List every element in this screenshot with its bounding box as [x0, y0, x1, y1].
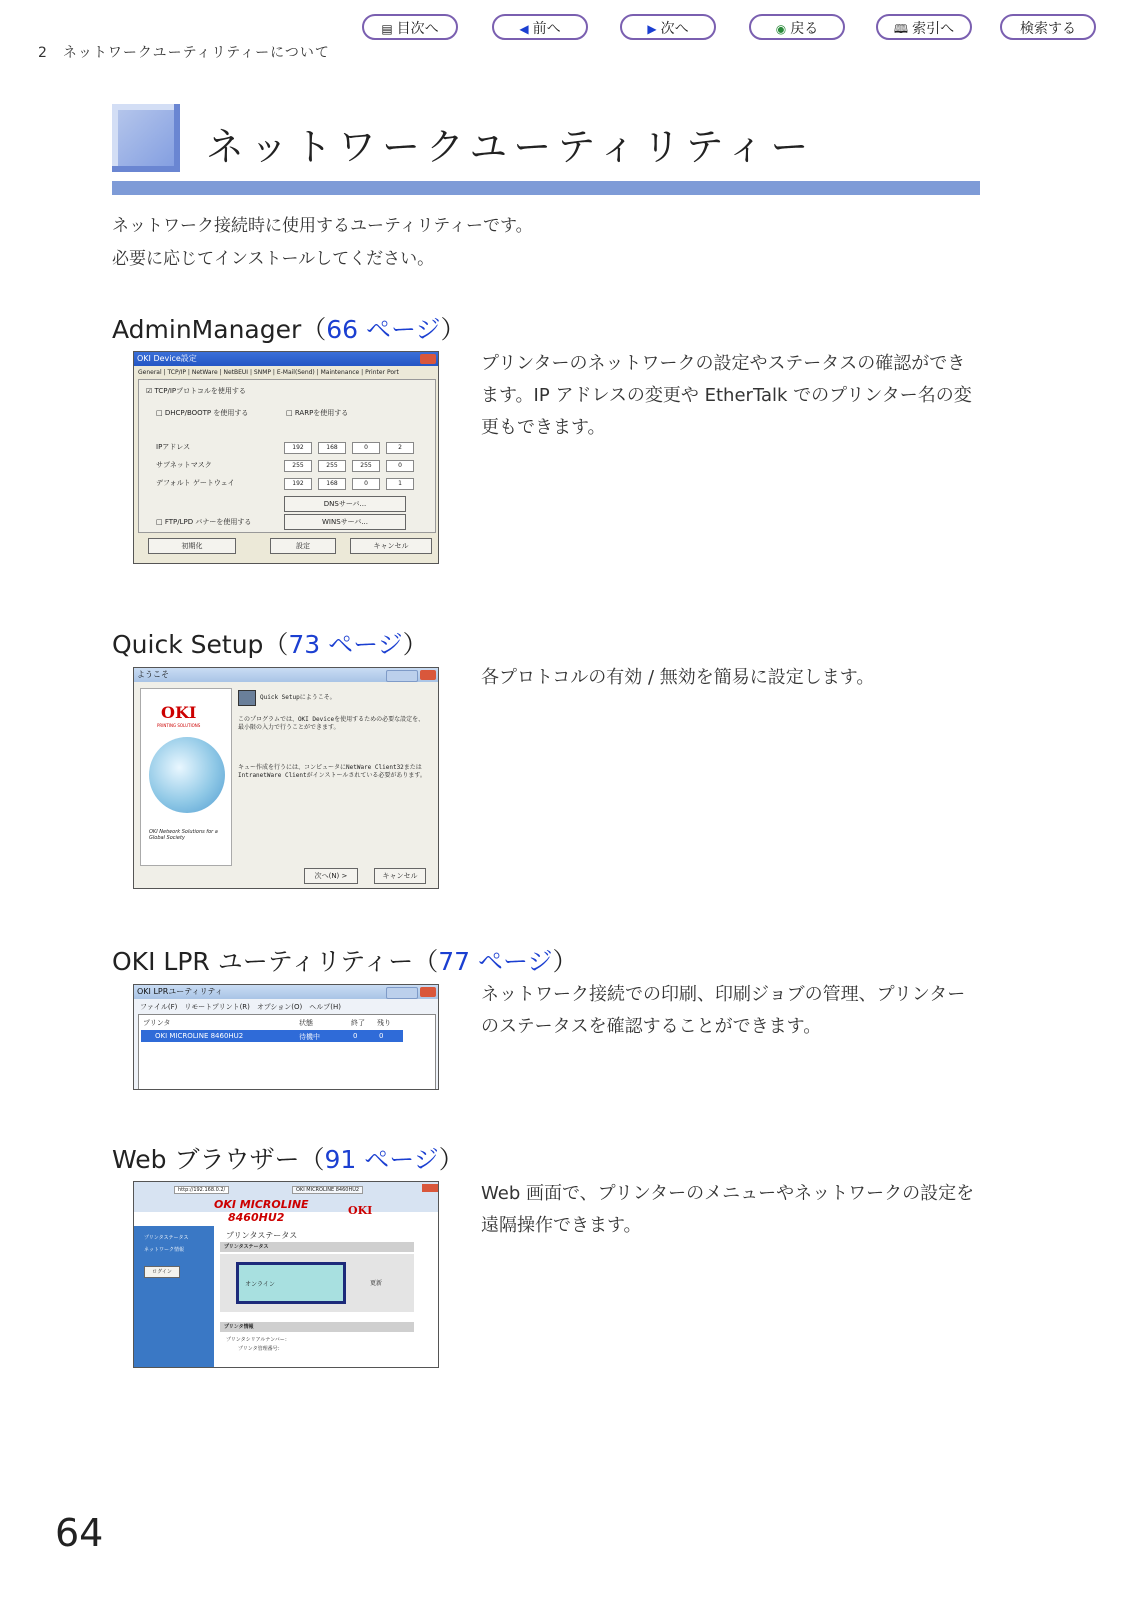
back-button[interactable]: [749, 14, 845, 40]
oki-logo: OKI: [161, 703, 197, 722]
printer-status: 待機中: [299, 1033, 320, 1041]
heading-text: Quick Setup（: [112, 630, 289, 659]
section-bar: [220, 1322, 414, 1332]
adminmanager-screenshot: [133, 351, 439, 564]
intro-line-2: 必要に応じてインストールしてください。: [112, 249, 435, 269]
tab-strip: General | TCP/IP | NetWare | NetBEUI | SNMP | E-Mail(Send) | Maintenance | Printer Port: [138, 369, 399, 376]
back-label: 戻る: [790, 21, 819, 37]
column-header: 残り: [377, 1019, 391, 1027]
book-icon: 🕮: [893, 22, 909, 36]
close-icon: [420, 354, 436, 364]
window-controls-icon: [386, 670, 418, 682]
next-button: 次へ(N) >: [304, 868, 358, 884]
cancel-button: キャンセル: [350, 538, 432, 554]
page-link[interactable]: 77 ページ: [438, 947, 553, 976]
document-icon: ▤: [381, 22, 393, 36]
ip-octet: 0: [352, 442, 380, 454]
page-link[interactable]: 66 ページ: [326, 315, 441, 344]
table-row: [141, 1030, 403, 1042]
oki-logo: OKI: [348, 1204, 373, 1217]
window-title: ようこそ: [137, 670, 169, 679]
breadcrumb: 2 ネットワークユーティリティーについて: [38, 45, 330, 61]
jobs-done: 0: [353, 1032, 358, 1040]
window-titlebar: [134, 985, 438, 999]
jobs-remaining: 0: [379, 1032, 384, 1040]
window-title: OKI Device設定: [137, 354, 197, 363]
online-text: オンライン: [245, 1281, 275, 1288]
web-sidebar: [134, 1226, 214, 1368]
status-panel: [220, 1254, 414, 1312]
mask-label: サブネットマスク: [156, 461, 212, 469]
page-title: ネットワークユーティリティー: [206, 125, 815, 169]
cancel-button: キャンセル: [374, 868, 426, 884]
tagline: OKI Network Solutions for a Global Society: [149, 829, 218, 841]
section-desc-quicksetup: 各プロトコルの有効 / 無効を簡易に設定します。: [481, 667, 875, 688]
printer-name: OKI MICROLINE 8460HU2: [155, 1032, 244, 1040]
toc-label: 目次へ: [396, 21, 439, 37]
printer-list: [138, 1014, 436, 1090]
column-header: 状態: [299, 1019, 313, 1027]
gw-label: デフォルト ゲートウェイ: [156, 479, 235, 487]
asset-label: プリンタ管理番号：: [238, 1346, 283, 1352]
web-screenshot: [133, 1181, 439, 1368]
heading-text: Web ブラウザー（: [112, 1145, 325, 1174]
search-label: 検索する: [1020, 21, 1076, 37]
requirement-paragraph: キュー作成を行うには、コンピュータにNetWare Client32またはIntranetWare Clientがインストールされている必要があります。: [238, 764, 426, 779]
mask-octet: 255: [352, 460, 380, 472]
toc-button[interactable]: [362, 14, 458, 40]
rarp-checkbox: □ RARPを使用する: [286, 409, 349, 417]
globe-graphic: [149, 737, 225, 813]
prev-label: 前へ: [532, 21, 561, 37]
back-circle-icon: ◉: [775, 22, 787, 36]
online-indicator: [236, 1262, 346, 1304]
section-heading-lpr: [112, 942, 578, 978]
ftp-checkbox: □ FTP/LPD バナーを使用する: [156, 518, 252, 526]
window-titlebar: [134, 668, 438, 682]
search-button[interactable]: [1000, 14, 1096, 40]
close-icon: [422, 1184, 438, 1192]
next-label: 次へ: [660, 21, 689, 37]
ip-label: IPアドレス: [156, 443, 191, 451]
init-button: 初期化: [148, 538, 236, 554]
section-heading-quicksetup: [112, 625, 428, 661]
section-desc-adminmanager: プリンターのネットワークの設定やステータスの確認ができます。IP アドレスの変更や EtherTalk でのプリンター名の変更もできます。: [481, 353, 972, 438]
gw-octet: 168: [318, 478, 346, 490]
page-number: 64: [55, 1511, 104, 1555]
window-controls-icon: [386, 987, 418, 999]
set-button: 設定: [270, 538, 336, 554]
window-titlebar: [134, 352, 438, 366]
sidebar-item-network: ネットワーク情報: [144, 1247, 185, 1253]
model-name: OKI MICROLINE: [214, 1198, 309, 1211]
heading-close: ）: [438, 1145, 464, 1174]
page-link[interactable]: 91 ページ: [324, 1145, 439, 1174]
menu-bar: ファイル(F) リモートプリント(R) オプション(O) ヘルプ(H): [140, 1003, 341, 1011]
section-bar-label: プリンタ情報: [224, 1324, 254, 1330]
ip-octet: 192: [284, 442, 312, 454]
quicksetup-screenshot: [133, 667, 439, 889]
heading-close: ）: [402, 630, 428, 659]
ip-octet: 2: [386, 442, 414, 454]
tcpip-checkbox: ☑ TCP/IPプロトコルを使用する: [146, 387, 246, 395]
index-label: 索引へ: [912, 21, 955, 37]
browser-tab: OKI MICROLINE 8460HU2: [292, 1186, 363, 1194]
serial-label: プリンタシリアルナンバー：: [226, 1337, 290, 1343]
mask-octet: 255: [318, 460, 346, 472]
section-desc-lpr: ネットワーク接続での印刷、印刷ジョブの管理、プリンターのステータスを確認することができます。: [481, 984, 966, 1037]
close-icon: [420, 987, 436, 997]
heading-text: OKI LPR ユーティリティー（: [112, 947, 439, 976]
model-number: 8460HU2: [228, 1211, 285, 1224]
intro-line-1: ネットワーク接続時に使用するユーティリティーです。: [112, 216, 533, 236]
lpr-screenshot: [133, 984, 439, 1090]
close-icon: [420, 670, 436, 680]
gw-octet: 0: [352, 478, 380, 490]
refresh-button: 更新: [370, 1280, 383, 1287]
title-rule: [112, 181, 980, 195]
login-button: ログイン: [144, 1266, 180, 1278]
wins-button: WINSサーバ...: [284, 514, 406, 530]
wizard-side-panel: [140, 688, 232, 866]
arrow-right-icon: ▶: [647, 22, 657, 36]
prev-button[interactable]: [492, 14, 588, 40]
next-button[interactable]: [620, 14, 716, 40]
logo-subtitle: PRINTING SOLUTIONS: [157, 723, 201, 728]
mask-octet: 255: [284, 460, 312, 472]
gw-octet: 1: [386, 478, 414, 490]
page-link[interactable]: 73 ページ: [288, 630, 403, 659]
dns-button: DNSサーバ...: [284, 496, 406, 512]
mask-octet: 0: [386, 460, 414, 472]
ip-octet: 168: [318, 442, 346, 454]
index-button[interactable]: [876, 14, 972, 40]
printer-icon: [238, 690, 256, 706]
window-title: OKI LPRユーティリティ: [137, 987, 223, 996]
sidebar-item-status: プリンタステータス: [144, 1235, 189, 1241]
section-heading-adminmanager: [112, 310, 466, 346]
intro-paragraph: このプログラムでは、OKI Deviceを使用するための必要な設定を、最小限の入力で行うことができます。: [238, 716, 425, 731]
address-bar: http://192.168.0.2/: [174, 1186, 229, 1194]
column-header: 終了: [351, 1019, 365, 1027]
welcome-text: Quick Setupにようこそ。: [260, 694, 336, 701]
section-desc-web: Web 画面で、プリンターのメニューやネットワークの設定を遠隔操作できます。: [481, 1183, 975, 1236]
section-bar: [220, 1242, 414, 1252]
arrow-left-icon: ◀: [519, 22, 529, 36]
web-heading: プリンタステータス: [226, 1231, 298, 1240]
heading-close: ）: [552, 947, 578, 976]
title-decoration: [112, 104, 180, 172]
gw-octet: 192: [284, 478, 312, 490]
dhcp-checkbox: □ DHCP/BOOTP を使用する: [156, 409, 249, 417]
heading-text: AdminManager（: [112, 315, 327, 344]
section-heading-web: [112, 1140, 464, 1176]
column-header: プリンタ: [143, 1019, 171, 1027]
section-bar-label: プリンタステータス: [224, 1244, 269, 1250]
heading-close: ）: [440, 315, 466, 344]
